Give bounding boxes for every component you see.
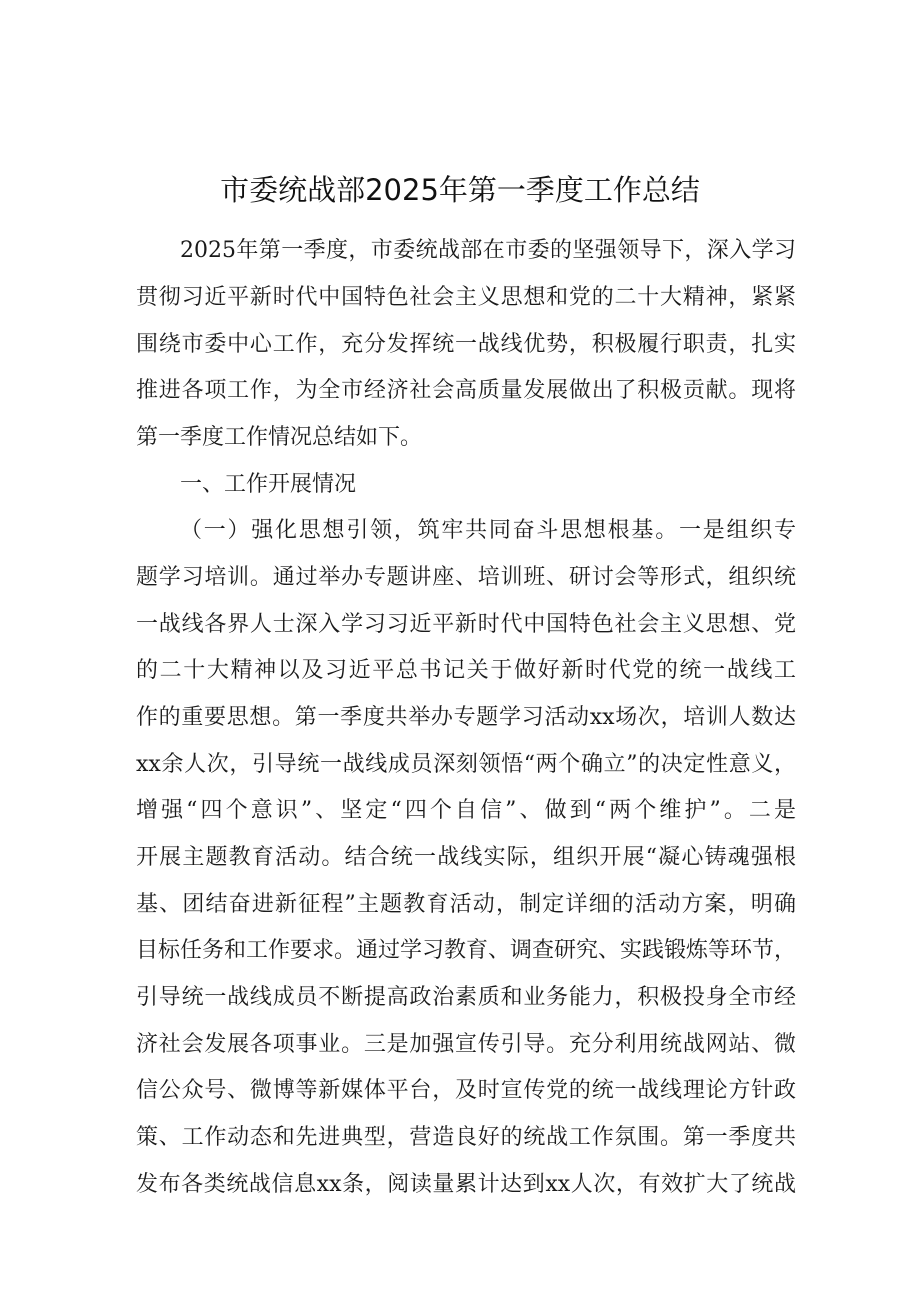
paragraph-line: 策、工作动态和先进典型，营造良好的统战工作氛围。第一季度共 xyxy=(136,1125,796,1150)
paragraph-line: 2025年第一季度，市委统战部在市委的坚强领导下，深入学习 xyxy=(180,238,796,263)
document-title: 市委统战部2025年第一季度工作总结 xyxy=(220,173,700,207)
paragraph-line: 推进各项工作，为全市经济社会高质量发展做出了积极贡献。现将 xyxy=(136,378,796,403)
paragraph-line: 开展主题教育活动。结合统一战线实际，组织开展“凝心铸魂强根 xyxy=(136,845,796,870)
paragraph-line: 贯彻习近平新时代中国特色社会主义思想和党的二十大精神，紧紧 xyxy=(136,285,796,310)
paragraph-line: 作的重要思想。第一季度共举办专题学习活动xx场次，培训人数达 xyxy=(136,705,796,730)
paragraph-line: xx余人次，引导统一战线成员深刻领悟“两个确立”的决定性意义， xyxy=(136,752,796,777)
section-heading: 一、工作开展情况 xyxy=(180,472,357,497)
paragraph-line: 发布各类统战信息xx条，阅读量累计达到xx人次，有效扩大了统战 xyxy=(136,1172,796,1197)
paragraph-line: 信公众号、微博等新媒体平台，及时宣传党的统一战线理论方针政 xyxy=(136,1078,796,1103)
paragraph-line: 的二十大精神以及习近平总书记关于做好新时代党的统一战线工 xyxy=(136,658,796,683)
paragraph-line: （一）强化思想引领，筑牢共同奋斗思想根基。一是组织专 xyxy=(180,518,796,543)
paragraph-line: 第一季度工作情况总结如下。 xyxy=(136,425,423,450)
paragraph-line: 题学习培训。通过举办专题讲座、培训班、研讨会等形式，组织统 xyxy=(136,565,796,590)
paragraph-line: 增强“四个意识”、坚定“四个自信”、做到“两个维护”。二是 xyxy=(136,798,796,823)
paragraph-line: 济社会发展各项事业。三是加强宣传引导。充分利用统战网站、微 xyxy=(136,1032,796,1057)
paragraph-line: 目标任务和工作要求。通过学习教育、调查研究、实践锻炼等环节， xyxy=(136,938,796,963)
paragraph-line: 基、团结奋进新征程”主题教育活动，制定详细的活动方案，明确 xyxy=(136,892,796,917)
paragraph-line: 一战线各界人士深入学习习近平新时代中国特色社会主义思想、党 xyxy=(136,612,796,637)
paragraph-line: 引导统一战线成员不断提高政治素质和业务能力，积极投身全市经 xyxy=(136,985,796,1010)
paragraph-line: 围绕市委中心工作，充分发挥统一战线优势，积极履行职责，扎实 xyxy=(136,332,796,357)
